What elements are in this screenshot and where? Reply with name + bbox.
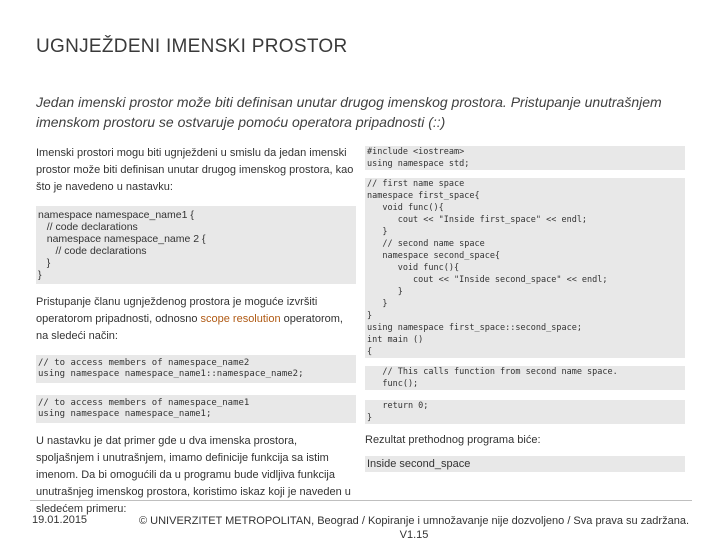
footer-copyright [136,514,692,542]
access-paragraph [36,294,356,345]
copyright-text: © UNIVERZITET METROPOLITAN, Beograd / Kopiranje i umnožavanje nije dozvoljeno / Sva prava su zadržana. [139,515,689,527]
right-column [365,146,685,472]
access-code-block-ns2: // to access members of namespace_name2 using namespace namespace_name1::namespace_name2; [36,355,356,383]
version-text: V1.15 [399,529,429,541]
func-call-code-block: // This calls function from second name space. func(); [365,366,685,390]
lead-paragraph: Jedan imenski prostor može biti definisan unutar drugog imenskog prostora. Pristupanje unutrašnjem imenskom prostoru se ostvaruje pomoću operatora pripadnosti (::) [36,94,662,130]
result-label: Rezultat prethodnog programa biće: [365,434,541,446]
namespace-code-block: namespace namespace_name1 { // code declarations namespace namespace_name 2 { // code declarations } } [36,206,356,284]
include-code-block: #include <iostream> using namespace std; [365,146,685,170]
left-column [36,145,356,518]
access-text-after: operatorom, na sledeći način: [36,313,343,342]
intro-paragraph: Imenski prostori mogu biti ugnježdeni u smislu da jedan imenski prostor može biti definisan unutar drugog imenskog prostora, kao što je navedeno u nastavku: [36,147,354,193]
example-paragraph: U nastavku je dat primer gde u dva imenska prostora, spoljašnjem i unutrašnjem, imamo definicije funkcija sa istim imenom. Da bi omogućili da u programu bude vidljiva funkcija unutrašnjeg imenskog prostora, koristimo iskaz koji je naveden u sledećem primeru: [36,435,351,515]
footer-divider [30,500,692,501]
access-code-block-ns1: // to access members of namespace_name1 using namespace namespace_name1; [36,395,356,423]
result-output: Inside second_space [365,456,685,472]
return-code-block: return 0; } [365,400,685,424]
scope-resolution-term: scope resolution [200,313,281,325]
page-title: UGNJEŽDENI IMENSKI PROSTOR [36,36,348,57]
access-text-before: Pristupanje članu ugnježdenog prostora je moguće izvršiti operatorom pripadnosti, odnosno [36,296,318,325]
program-code-block: // first name space namespace first_space{ void func(){ cout << "Inside first_space" << endl; } // second name space namespace second_space{ void func(){ cout << "Inside second_space" << endl; } } } using namespace first_space::second_space; int main () { [365,178,685,358]
footer-date: 19.01.2015 [32,514,88,526]
